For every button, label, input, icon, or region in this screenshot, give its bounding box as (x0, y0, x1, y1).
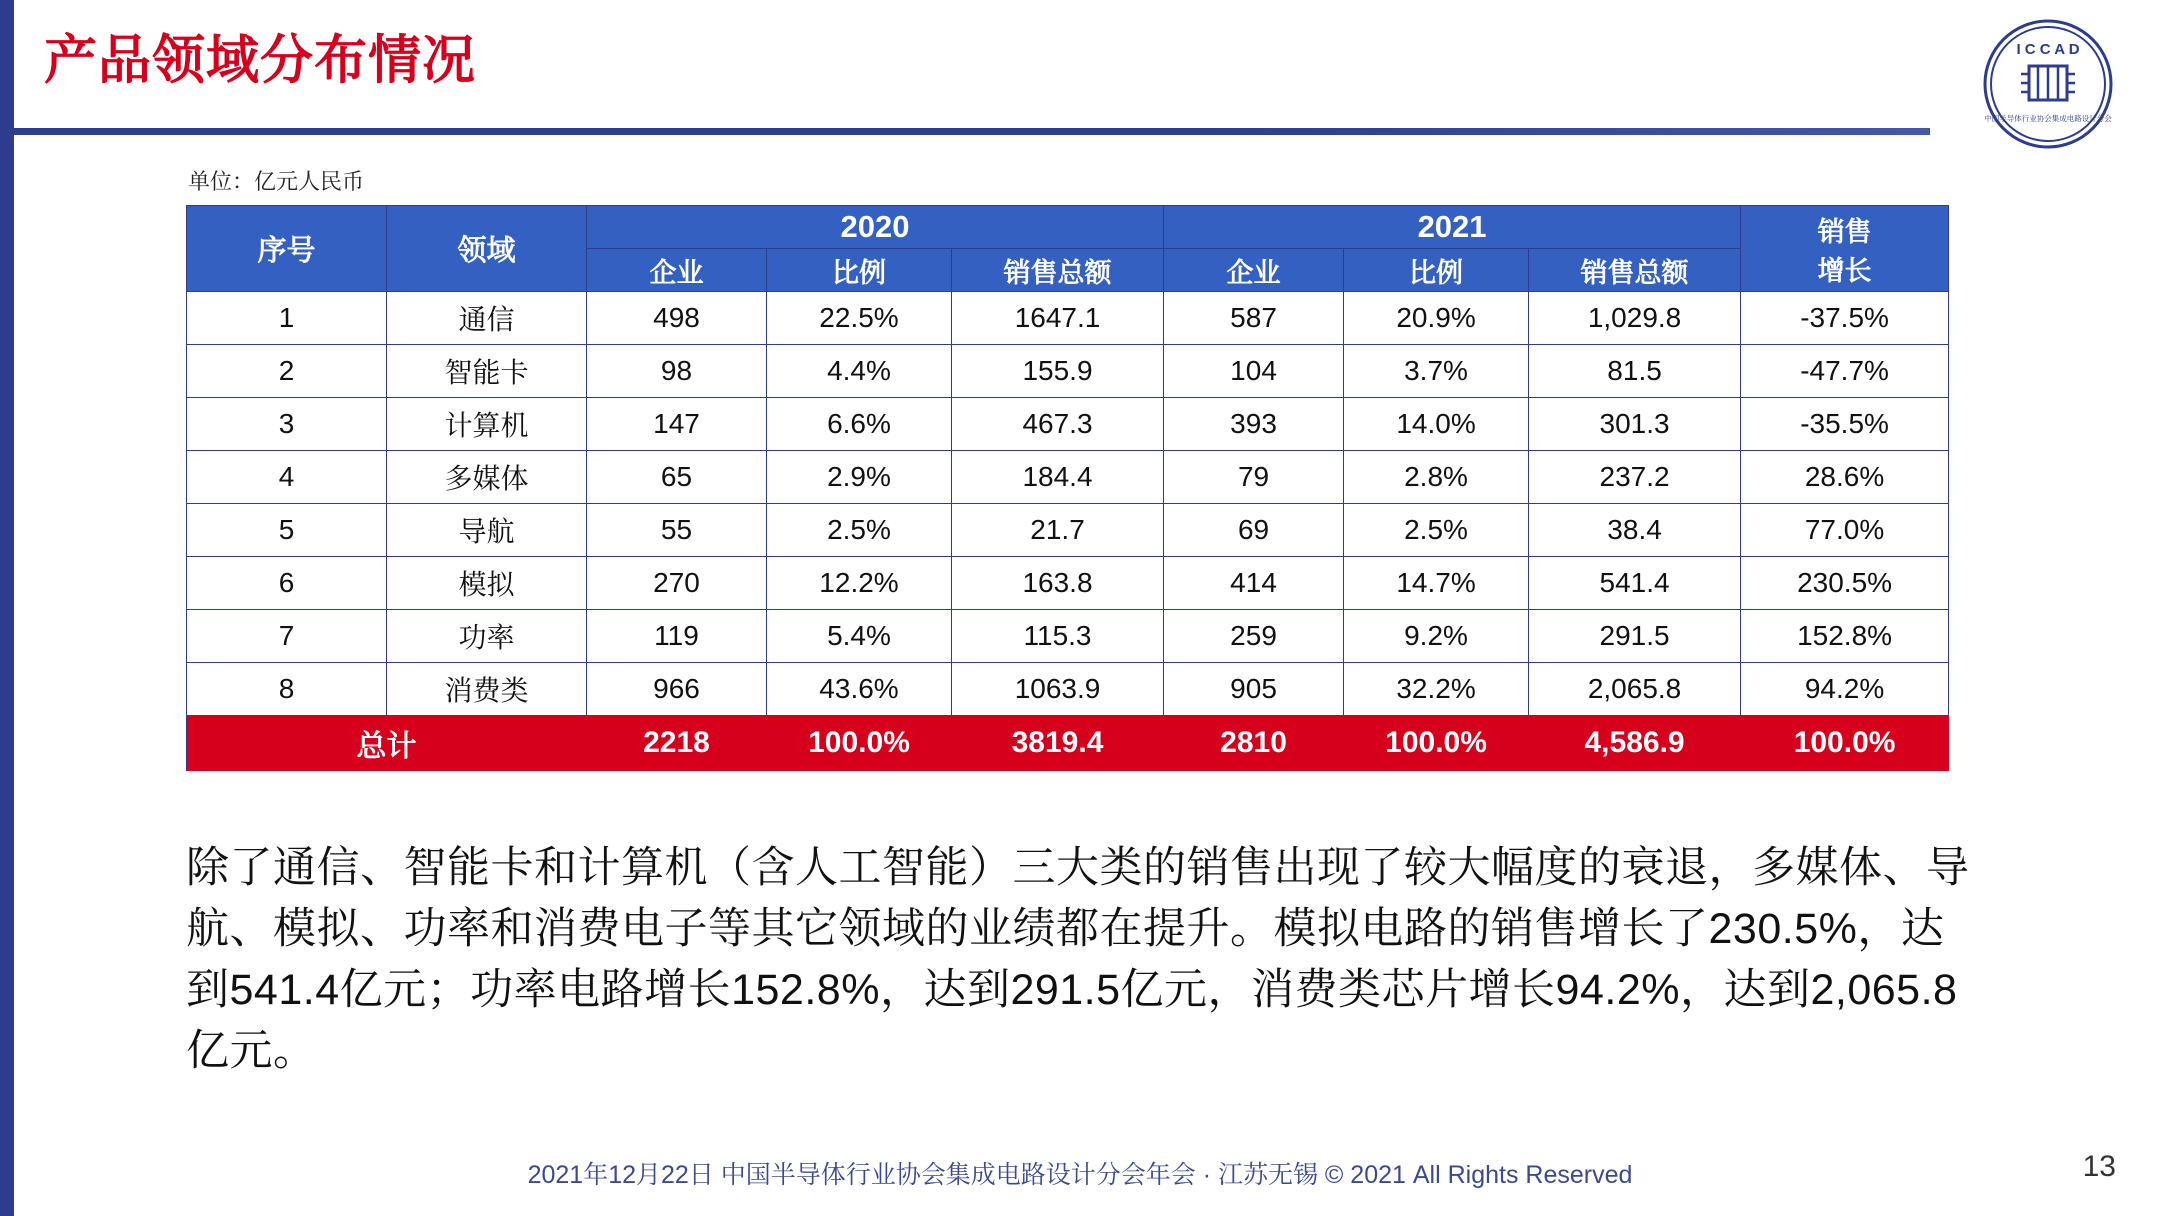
table-row (187, 345, 1949, 398)
cell-2021-ratio: 9.2% (1344, 610, 1529, 663)
cell-2020-sales: 1063.9 (952, 663, 1164, 716)
cell-growth: -37.5% (1741, 292, 1949, 345)
table-row (187, 451, 1949, 504)
svg-text:I C C A D: I C C A D (2016, 41, 2080, 58)
table-total-row (187, 716, 1949, 771)
cell-2020-ratio: 4.4% (767, 345, 952, 398)
header-year-2020: 2020 (587, 206, 1164, 249)
cell-2020-sales: 115.3 (952, 610, 1164, 663)
header-growth-line2: 增长 (1817, 255, 1872, 286)
header-2021-ratio: 比例 (1344, 249, 1529, 292)
cell-2020-enterprise: 119 (587, 610, 767, 663)
cell-2021-ratio: 20.9% (1344, 292, 1529, 345)
cell-seq: 2 (187, 345, 387, 398)
cell-seq: 6 (187, 557, 387, 610)
cell-field: 计算机 (387, 398, 587, 451)
cell-growth: 152.8% (1741, 610, 1949, 663)
data-table (186, 205, 1949, 771)
header-2020-sales: 销售总额 (952, 249, 1164, 292)
product-field-table (186, 205, 1896, 771)
footer-text: 2021年12月22日 中国半导体行业协会集成电路设计分会年会 · 江苏无锡 © 2021 All Rights Reserved (527, 1161, 1633, 1189)
left-edge-bar (0, 0, 14, 1216)
cell-2021-ratio: 2.8% (1344, 451, 1529, 504)
cell-2021-ratio: 14.0% (1344, 398, 1529, 451)
cell-2021-sales: 2,065.8 (1529, 663, 1741, 716)
cell-2020-sales: 21.7 (952, 504, 1164, 557)
cell-2021-ratio: 32.2% (1344, 663, 1529, 716)
header-seq: 序号 (187, 206, 387, 292)
page-title: 产品领域分布情况 (44, 31, 476, 90)
cell-2021-sales: 237.2 (1529, 451, 1741, 504)
cell-2020-sales: 1647.1 (952, 292, 1164, 345)
cell-total-label: 总计 (187, 716, 587, 771)
table-row (187, 504, 1949, 557)
cell-growth: 28.6% (1741, 451, 1949, 504)
cell-total-2020-ratio: 100.0% (767, 716, 952, 771)
cell-seq: 5 (187, 504, 387, 557)
cell-2021-enterprise: 79 (1164, 451, 1344, 504)
cell-field: 导航 (387, 504, 587, 557)
cell-2021-enterprise: 905 (1164, 663, 1344, 716)
table-row (187, 557, 1949, 610)
unit-caption: 单位：亿元人民币 (188, 169, 365, 194)
cell-seq: 4 (187, 451, 387, 504)
cell-2020-enterprise: 55 (587, 504, 767, 557)
cell-2020-sales: 467.3 (952, 398, 1164, 451)
table-row (187, 398, 1949, 451)
cell-2021-sales: 38.4 (1529, 504, 1741, 557)
cell-2021-sales: 291.5 (1529, 610, 1741, 663)
header-2020-enterprise: 企业 (587, 249, 767, 292)
cell-growth: -35.5% (1741, 398, 1949, 451)
cell-seq: 1 (187, 292, 387, 345)
cell-2021-enterprise: 104 (1164, 345, 1344, 398)
cell-2021-ratio: 3.7% (1344, 345, 1529, 398)
cell-total-2021-sales: 4,586.9 (1529, 716, 1741, 771)
cell-field: 智能卡 (387, 345, 587, 398)
cell-2021-sales: 1,029.8 (1529, 292, 1741, 345)
header-growth-line1: 销售 (1817, 216, 1872, 247)
cell-2021-ratio: 14.7% (1344, 557, 1529, 610)
cell-2020-ratio: 12.2% (767, 557, 952, 610)
cell-2020-ratio: 22.5% (767, 292, 952, 345)
cell-2020-ratio: 2.9% (767, 451, 952, 504)
cell-growth: 230.5% (1741, 557, 1949, 610)
logo-icon (1982, 18, 2114, 150)
cell-field: 通信 (387, 292, 587, 345)
cell-2021-enterprise: 259 (1164, 610, 1344, 663)
cell-2020-enterprise: 498 (587, 292, 767, 345)
cell-2021-enterprise: 393 (1164, 398, 1344, 451)
cell-seq: 7 (187, 610, 387, 663)
cell-field: 消费类 (387, 663, 587, 716)
header-year-2021: 2021 (1164, 206, 1741, 249)
cell-2021-enterprise: 69 (1164, 504, 1344, 557)
iccad-logo (1982, 18, 2114, 150)
cell-2020-ratio: 2.5% (767, 504, 952, 557)
cell-2020-sales: 155.9 (952, 345, 1164, 398)
cell-2020-sales: 184.4 (952, 451, 1164, 504)
page-number: 13 (2082, 1150, 2116, 1183)
title-divider (0, 128, 1930, 135)
cell-2021-enterprise: 587 (1164, 292, 1344, 345)
header-field: 领域 (387, 206, 587, 292)
cell-2020-enterprise: 147 (587, 398, 767, 451)
header-2020-ratio: 比例 (767, 249, 952, 292)
cell-field: 模拟 (387, 557, 587, 610)
cell-growth: -47.7% (1741, 345, 1949, 398)
cell-seq: 3 (187, 398, 387, 451)
header-2021-sales: 销售总额 (1529, 249, 1741, 292)
cell-total-2020-sales: 3819.4 (952, 716, 1164, 771)
cell-2021-sales: 81.5 (1529, 345, 1741, 398)
body-paragraph: 除了通信、智能卡和计算机（含人工智能）三大类的销售出现了较大幅度的衰退，多媒体、导航、模拟、功率和消费电子等其它领域的业绩都在提升。模拟电路的销售增长了230.5%，达到541.4亿元；功率电路增长152.8%，达到291.5亿元，消费类芯片增长94.2%，达到2,065.8亿元。 (186, 844, 1970, 1076)
table-row (187, 610, 1949, 663)
cell-seq: 8 (187, 663, 387, 716)
cell-total-growth: 100.0% (1741, 716, 1949, 771)
cell-2020-enterprise: 966 (587, 663, 767, 716)
cell-total-2021-ratio: 100.0% (1344, 716, 1529, 771)
svg-text:中国半导体行业协会集成电路设计分会: 中国半导体行业协会集成电路设计分会 (1984, 114, 2112, 123)
cell-total-2020-enterprise: 2218 (587, 716, 767, 771)
cell-2020-ratio: 43.6% (767, 663, 952, 716)
cell-field: 多媒体 (387, 451, 587, 504)
cell-2020-enterprise: 98 (587, 345, 767, 398)
cell-growth: 94.2% (1741, 663, 1949, 716)
cell-2020-ratio: 6.6% (767, 398, 952, 451)
table-row (187, 663, 1949, 716)
header-growth (1741, 206, 1949, 292)
cell-2021-enterprise: 414 (1164, 557, 1344, 610)
cell-2021-sales: 301.3 (1529, 398, 1741, 451)
cell-2020-enterprise: 270 (587, 557, 767, 610)
table-row (187, 292, 1949, 345)
cell-growth: 77.0% (1741, 504, 1949, 557)
cell-2021-sales: 541.4 (1529, 557, 1741, 610)
header-2021-enterprise: 企业 (1164, 249, 1344, 292)
cell-2020-ratio: 5.4% (767, 610, 952, 663)
cell-2021-ratio: 2.5% (1344, 504, 1529, 557)
cell-2020-sales: 163.8 (952, 557, 1164, 610)
cell-total-2021-enterprise: 2810 (1164, 716, 1344, 771)
cell-field: 功率 (387, 610, 587, 663)
cell-2020-enterprise: 65 (587, 451, 767, 504)
